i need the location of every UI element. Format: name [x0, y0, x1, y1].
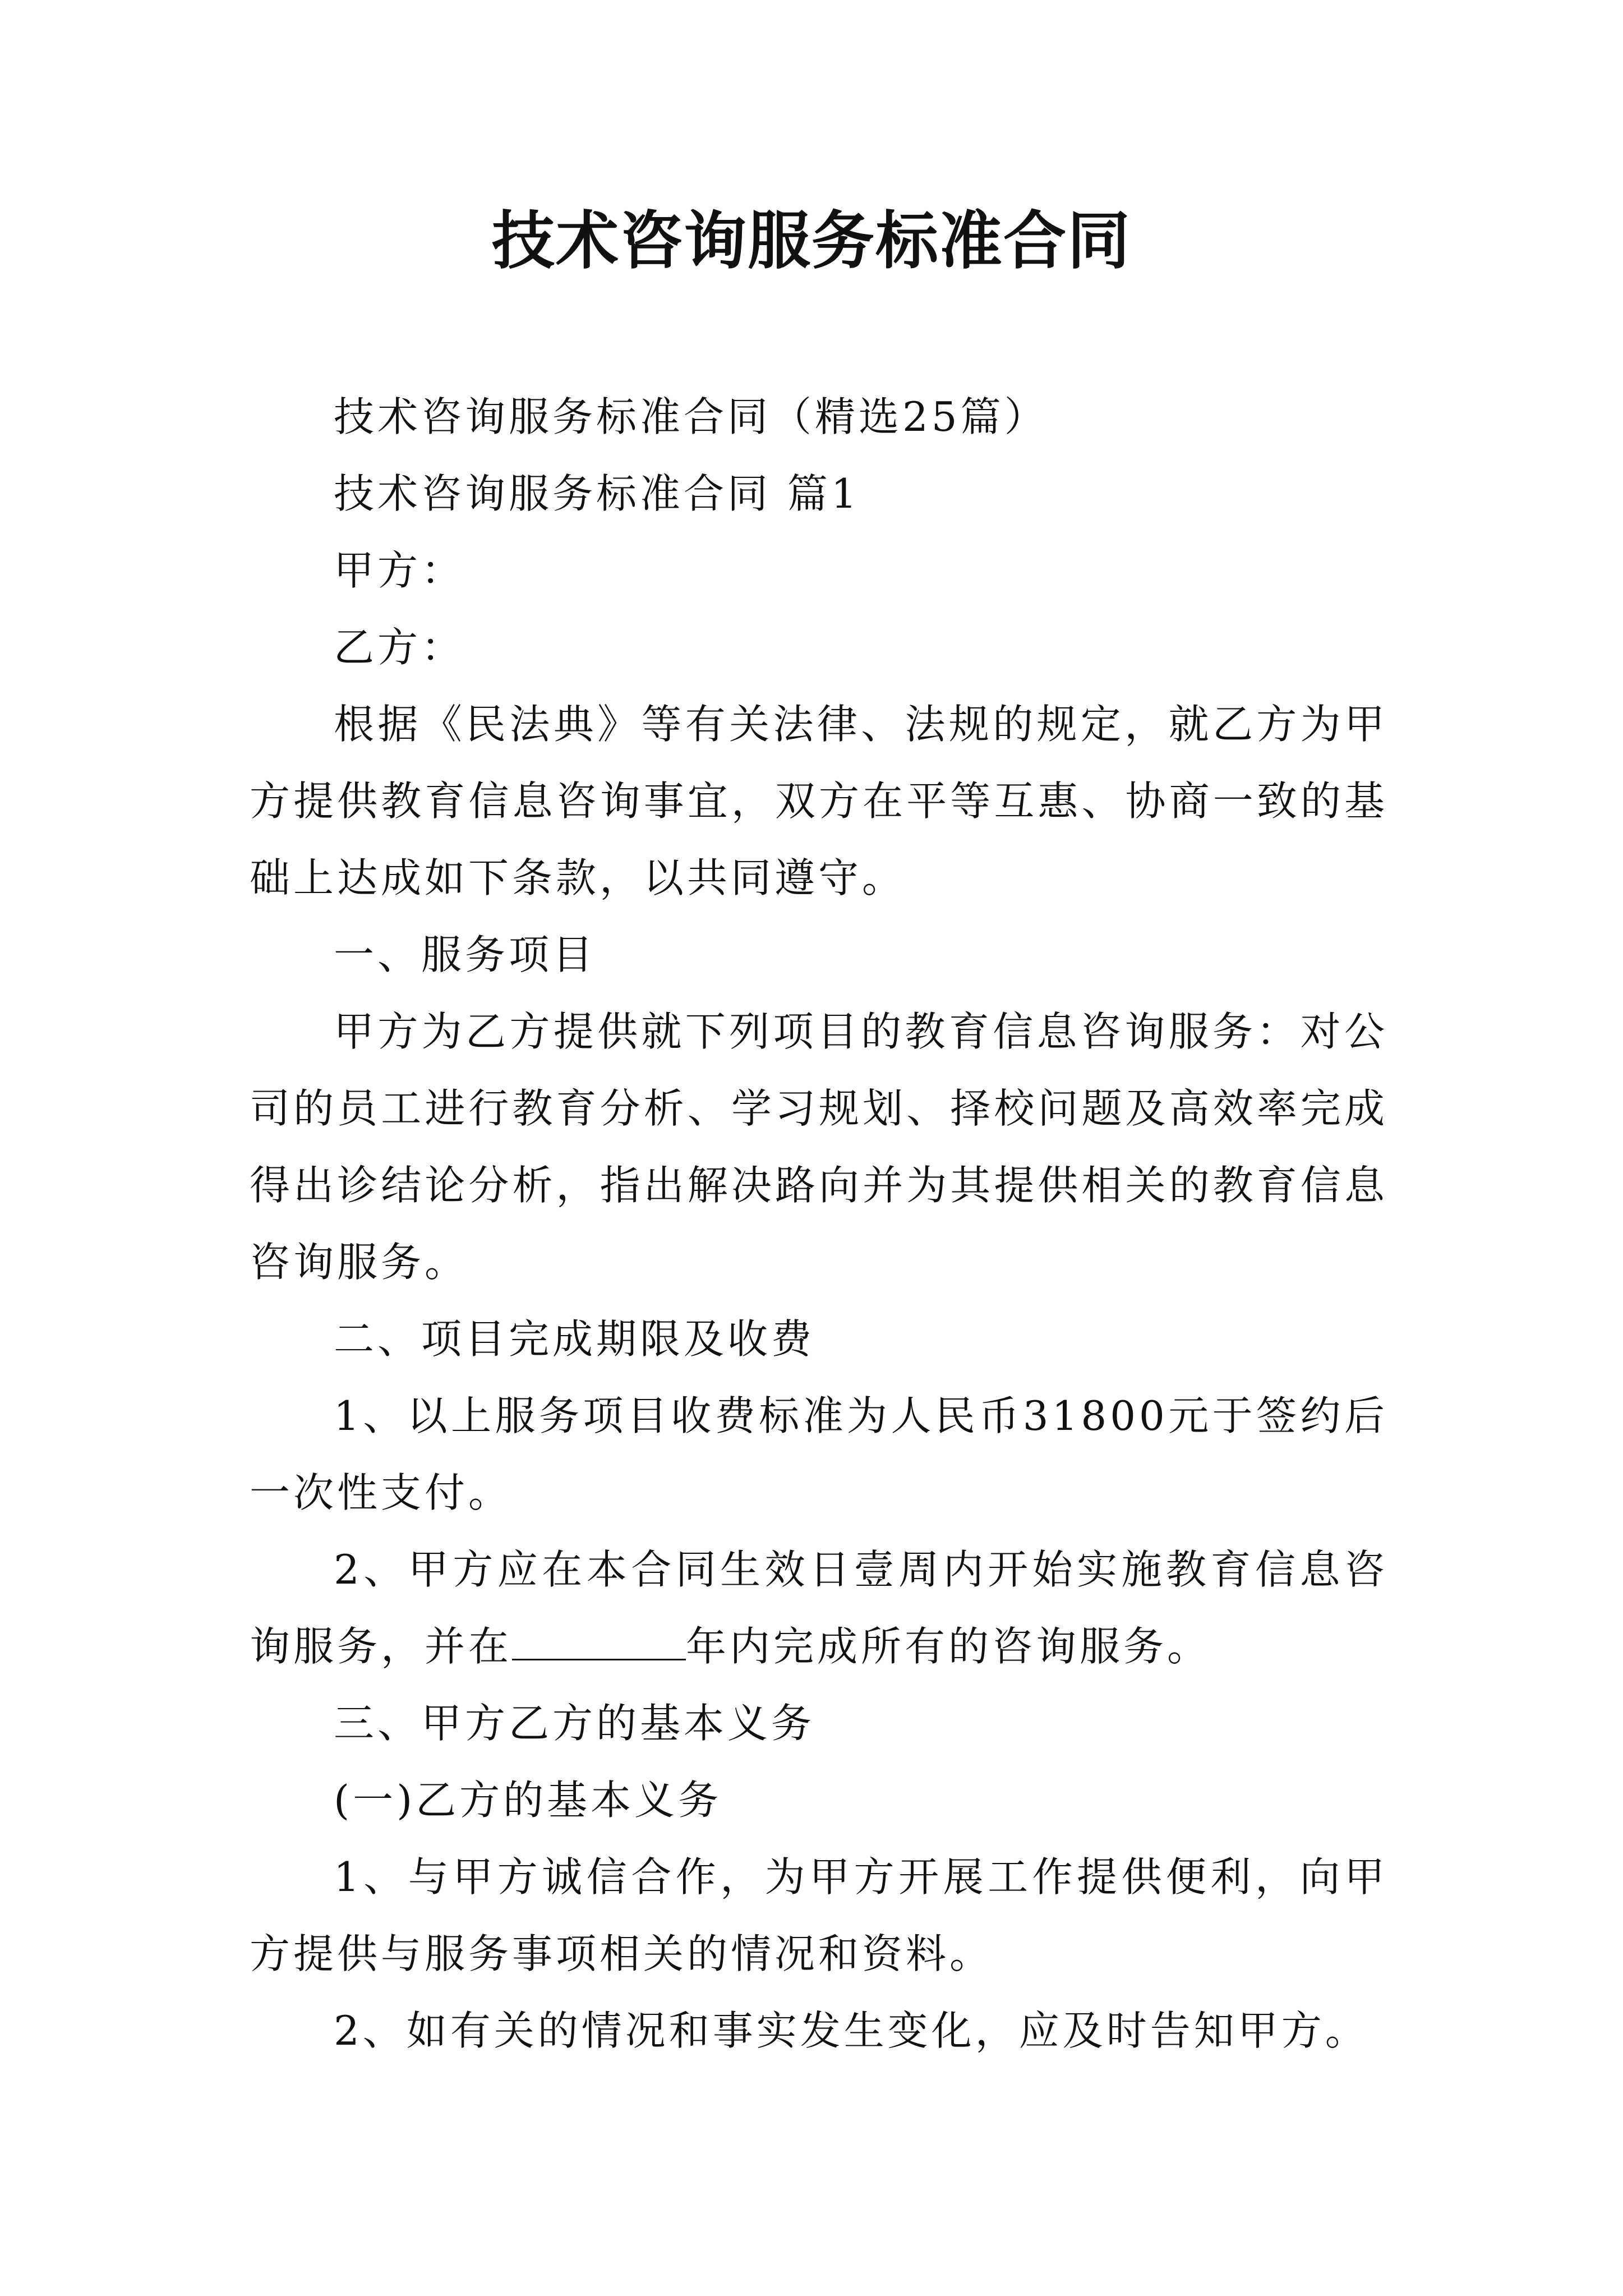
- paragraph-party-a: 甲方：: [334, 547, 465, 594]
- paragraph-obligation-1: 1、与甲方诚信合作，为甲方开展工作提供便利，向甲方提供与服务事项相关的情况和资料。: [250, 1853, 1388, 1977]
- paragraph-heading-service-items: 一、服务项目: [334, 931, 597, 978]
- paragraph-term-clause: [250, 1531, 1388, 1685]
- paragraph-preamble: 根据《民法典》等有关法律、法规的规定，就乙方为甲方提供教育信息咨询事宜，双方在平等互惠、协商一致的基础上达成如下条款，以共同遵守。: [250, 701, 1388, 901]
- paragraph-obligation-2: 2、如有关的情况和事实发生变化，应及时告知甲方。: [334, 2007, 1369, 2054]
- paragraph-section-heading: 技术咨询服务标准合同 篇1: [334, 470, 860, 517]
- paragraph-heading-term-and-fees: 二、项目完成期限及收费: [334, 1315, 815, 1363]
- document-title: 技术咨询服务标准合同: [492, 204, 1131, 278]
- paragraph-fee-clause: 1、以上服务项目收费标准为人民币31800元于签约后一次性支付。: [250, 1392, 1388, 1516]
- paragraph-heading-obligations: 三、甲方乙方的基本义务: [334, 1700, 815, 1747]
- fill-in-blank-line: [512, 1625, 686, 1660]
- document-body: [250, 379, 1388, 2069]
- paragraph-service-items: 甲方为乙方提供就下列项目的教育信息咨询服务：对公司的员工进行教育分析、学习规划、择校问题及高效率完成得出诊结论分析，指出解决路向并为其提供相关的教育信息咨询服务。: [250, 1008, 1388, 1286]
- paragraph-heading-party-b-obligations: (一)乙方的基本义务: [334, 1777, 722, 1824]
- term-clause-after: 年内完成所有的咨询服务。: [686, 1623, 1211, 1670]
- term-clause-before: 2、甲方应在本合同生效日壹周内开始实施教育信息咨询服务，并在: [250, 1546, 1388, 1670]
- paragraph-subtitle: 技术咨询服务标准合同（精选25篇）: [334, 393, 1048, 440]
- paragraph-party-b: 乙方：: [334, 624, 465, 671]
